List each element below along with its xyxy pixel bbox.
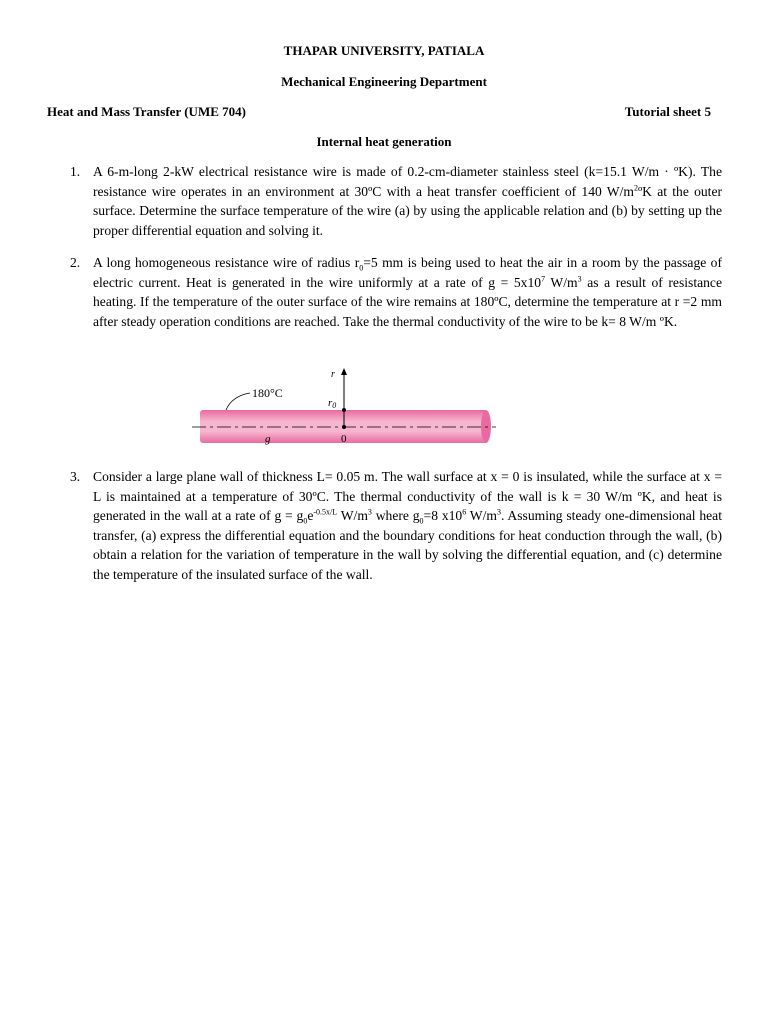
surface-temp-label: 180°C xyxy=(252,386,283,400)
wire-end xyxy=(481,410,491,443)
sheet-number: Tutorial sheet 5 xyxy=(624,104,711,119)
r0-label: r0 xyxy=(328,397,337,410)
question-text: A 6-m-long 2-kW electrical resistance wire is made of 0.2-cm-diameter stainless steel (k=15.1 W/m · ºK). The resistance wire operates in an environment at 30ºC with a heat transfer coefficient of 140 $W/m^2ºK$ at the outer surface. Determine the surface temperature of the wire (a) by using the applicable relation and (b) by setting up the proper differential equation and solving it. xyxy=(93,164,723,238)
question-2 xyxy=(70,253,722,331)
temperature-leader xyxy=(226,393,250,410)
topic-title: Internal heat generation xyxy=(316,134,452,149)
course-title: Heat and Mass Transfer (UME 704) xyxy=(47,104,246,119)
question-text: A long homogeneous resistance wire of radius $r_0=5$ mm is being used to heat the air in a room by the passage of electric current. Heat is generated in the wire uniformly at a rate of $g = 5x10^7$ $W/m^3$ as a result of resistance heating. If the temperature of the outer surface of the wire remains at 180ºC, determine the temperature at r =2 mm after steady operation conditions are reached. Take the thermal conductivity of the wire to be k= 8 W/m ºK. xyxy=(93,255,722,329)
radius-arrow-icon xyxy=(341,368,347,375)
department-title: Mechanical Engineering Department xyxy=(281,74,487,89)
question-number: 1. xyxy=(70,164,81,179)
question-3 xyxy=(70,467,722,584)
generation-label: g xyxy=(265,433,271,445)
question-1 xyxy=(70,162,722,240)
r-label: r xyxy=(331,369,335,380)
question-number: 2. xyxy=(70,255,81,270)
question-text: Consider a large plane wall of thickness L= 0.05 m. The wall surface at x = 0 is insulated, while the surface at x = L is maintained at a temperature of 30ºC. The thermal conductivity of the wall is k = 30 W/m ºK, and heat is generated in the wall at a rate of $g = g_0e^{-0.5x/L}$ $W/m^3$ where $g_0=8$ $x10^6$ $W/m^3$. Assuming steady one-dimensional heat transfer, (a) express the differential equation and the boundary conditions for heat conduction through the wall, (b) obtain a relation for the variation of temperature in the wall by solving the differential equation, and (c) determine the temperature of the insulated surface of the wall. xyxy=(93,469,722,582)
origin-label: 0 xyxy=(341,433,347,445)
surface-point xyxy=(342,408,346,412)
question-number: 3. xyxy=(70,469,81,484)
wire-diagram xyxy=(190,366,500,448)
university-title: THAPAR UNIVERSITY, PATIALA xyxy=(283,43,485,58)
center-point xyxy=(342,425,346,429)
